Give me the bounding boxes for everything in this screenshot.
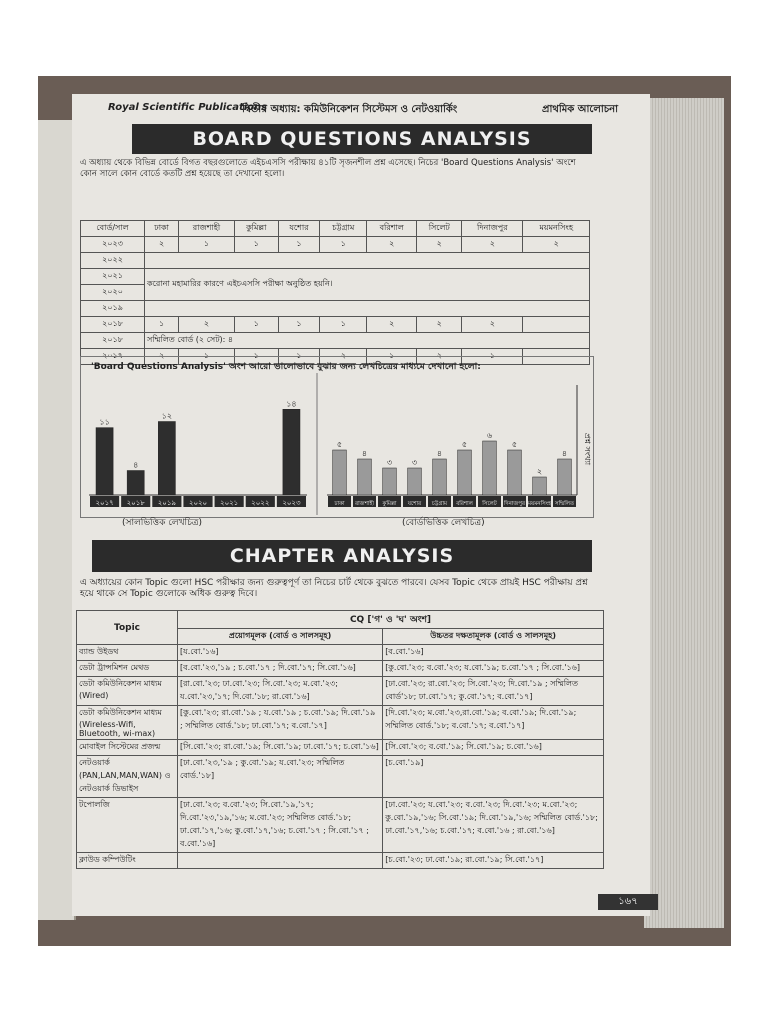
chart-section-title: 'Board Questions Analysis' অংশ আরো ভালোভাবে বুঝার জন্য লেখচিত্রের মাধ্যমে দেখানো হলো: [91,362,481,372]
higher-cell: [ঢা.বো.'২৩; রা.বো.'২৩; সি.বো.'২৩; দি.বো.'১৯ ; সম্মিলিত বোর্ড'১৮; ঢা.বো.'১৭; কু.বো.'১৭; ব.বো.'১৭] [383,677,604,706]
charts-svg [81,357,593,517]
topic-cell: ডেটা কমিউনিকেশন মাধ্যম (Wireless-Wifi, Bluetooth, wi-max) [77,706,178,740]
count-cell: ২ [523,237,590,253]
table-row [77,645,604,661]
table-row [77,706,604,740]
board-chart-data-label: ৬ [486,431,493,440]
board-header: চট্টগ্রাম [320,221,367,237]
table-row [81,253,590,269]
higher-cell: [কু.বো.'২৩; ব.বো.'২৩; য.বো.'১৯; চ.বো.'১৭ ; সি.বো.'১৬] [383,661,604,677]
applied-cell: [রা.বো.'২৩; ঢা.বো.'২৩; সি.বো.'২৩; ম.বো.'২৩; য.বো.'২৩,'১৭; দি.বো.'১৮; রা.বো.'১৬] [178,677,383,706]
applied-cell: [ঢা.বো.'২৩,'১৯ ; কু.বো.'১৯; য.বো.'২৩; সম্মিলিত বোর্ড.'১৮] [178,756,383,798]
year-cell: ২০২২ [81,253,145,269]
year-cell: ২০২০ [81,285,145,301]
year-cell: ২০১৭ [81,349,145,365]
board-chart-data-label: ৫ [511,440,518,449]
table-row [81,237,590,253]
count-cell: ১ [278,349,320,365]
higher-cell: [সি.বো.'২৩; ব.বো.'১৯; সি.বো.'১৯; চ.বো.'১৬] [383,740,604,756]
board-chart-tick-label: ঢাকা [334,501,345,507]
count-cell: ২ [320,349,367,365]
year-chart-tick-label: ২০২০ [188,499,208,507]
board-header: দিনাজপুর [462,221,523,237]
board-chart-tick-label: চট্টগ্রাম [431,501,448,507]
caption-year-chart: (সালভিত্তিক লেখচিত্র) [122,518,203,528]
caption-board-chart: (বোর্ডভিত্তিক লেখচিত্র) [402,518,485,528]
board-chart-tick-label: রাজশাহী [355,501,374,507]
board-header: বরিশাল [367,221,417,237]
higher-cell: [দি.বো.'২৩; ম.বো.'২৩,রা.বো.'১৯; ব.বো.'১৯; দি.বো.'১৯; সম্মিলিত বোর্ড.'১৮; ব.বো.'১৭; ব.বো.'১৭] [383,706,604,740]
year-chart-bar [283,409,300,495]
board-chart-data-label: ৩ [386,458,393,467]
year-chart-tick-label: ২০১৯ [157,499,176,507]
year-cell: ২০২৩ [81,237,145,253]
board-chart-tick-label: সিলেট [482,501,497,507]
y-axis-label: প্রশ্ন সংখ্যা [583,432,592,466]
topic-cell: ডেটা ট্রান্সমিশন মেথড [77,661,178,677]
table-row [81,269,590,285]
chapter-intro: এ অধ্যায়ের কোন Topic গুলো HSC পরীক্ষার জন্য গুরুত্বপূর্ণ তা নিচের চার্ট থেকে বুঝতে পারবে। যেসব Topic থেকে প্রায়ই HSC পরীক্ষায় প্রশ্ন হয়ে থাকে সে Topic গুলোকে অধিক গুরুত্ব দিবে। [80,578,588,599]
chapter-analysis-table [76,610,604,869]
topic-cell: ক্লাউড কম্পিউটিং [77,853,178,869]
board-chart-bar [358,459,372,495]
topic-header: Topic [77,611,178,645]
board-intro: এ অধ্যায় থেকে বিভিন্ন বোর্ডে বিগত বছরগুলোতে এইচএসসি পরীক্ষায় ৪১টি সৃজনশীল প্রশ্ন এসেছে। নিচের 'Board Questions Analysis' অংশে কোন সালে কোন বোর্ডে কতটি প্রশ্ন হয়েছে তা দেখানো হলো। [80,158,576,179]
board-header: সিলেট [417,221,462,237]
year-chart-tick-label: ২০২২ [251,499,270,507]
board-header: রাজশাহী [179,221,235,237]
topic-cell: নেটওয়ার্ক (PAN,LAN,MAN,WAN) ও নেটওয়ার্ক ডিভাইস [77,756,178,798]
board-chart-bar [433,459,447,495]
applied-cell: [য.বো.'১৬] [178,645,383,661]
page-stack-edge [644,98,724,928]
facing-page-edge [38,120,76,920]
applied-cell: [কু.বো.'২৩; রা.বো.'১৯ ; য.বো.'১৯ ; চ.বো.'১৯; দি.বো.'১৯ ; সম্মিলিত বোর্ড.'১৮; ঢা.বো.'১৭; ব.বো.'১৭] [178,706,383,740]
year-chart-tick-label: ২০২১ [220,499,239,507]
board-chart-tick-label: দিনাজপুর [503,501,526,507]
table-row [77,798,604,853]
count-cell: ১ [462,349,523,365]
board-chart-bar [383,468,397,495]
table-row [81,317,590,333]
board-chart-tick-label: যশোর [407,501,422,507]
year-chart-data-label: ১৪ [286,399,297,409]
higher-cell: [ঢা.বো.'২৩; য.বো.'২৩; ব.বো.'২৩; দি.বো.'২৩; ম.বো.'২৩; কু.বো.'১৯,'১৬; সি.বো.'১৯; দি.বো.'১৯,'১৬; সম্মিলিত বোর্ড.'১৮; ঢা.বো.'১৭,'১৬; চ.বো.'১৭; ব.বো.'১৬ ; রা.বো.'১৬] [383,798,604,853]
table-row [77,756,604,798]
empty-cell [145,253,590,269]
higher-cell: [চ.বো.'২৩; ঢা.বো.'১৯; রা.বো.'১৯; সি.বো.'১৭] [383,853,604,869]
count-cell: ২ [145,237,179,253]
running-head-publisher: Royal Scientific Publications [108,102,268,113]
count-cell: ১ [278,237,320,253]
board-chart-bar [533,477,547,495]
topic-cell: ডেটা কমিউনিকেশন মাধ্যম (Wired) [77,677,178,706]
year-chart-tick-label: ২০২৩ [282,499,301,507]
board-chart-data-label: ৪ [561,449,568,458]
topic-cell: ব্যান্ড উইডথ [77,645,178,661]
year-chart-data-label: ১২ [161,411,173,421]
board-chart-data-label: ৫ [461,440,468,449]
board-header: কুমিল্লা [234,221,278,237]
count-cell: ২ [417,317,462,333]
year-chart-bar [127,471,144,496]
note-cell: সম্মিলিত বোর্ড (২ সেট): ৪ [145,333,590,349]
count-cell: ২ [367,317,417,333]
topic-cell: টপোলজি [77,798,178,853]
year-chart-bar [158,422,175,496]
running-head-chapter: দ্বিতীয় অধ্যায়: কমিউনিকেশন সিস্টেমস ও নেটওয়ার্কিং [242,104,458,115]
table-row [77,740,604,756]
applied-cell: [সি.বো.'২৩; রা.বো.'১৯; সি.বো.'১৯; ঢা.বো.'১৭; চ.বো.'১৬] [178,740,383,756]
applied-cell: [ঢা.বো.'২৩; ব.বো.'২৩; সি.বো.'১৯,'১৭; দি.বো.'২৩,'১৯,'১৬; ম.বো.'২৩; সম্মিলিত বোর্ড.'১৮; ঢা.বো.'১৭,'১৬; কু.বো.'১৭,'১৬; চ.বো.'১৭ ; সি.বো.'১৭ ; ব.বো.'১৬] [178,798,383,853]
table-row [81,301,590,317]
board-chart-data-label: ৪ [436,449,443,458]
count-cell: ১ [145,317,179,333]
chapter-analysis-banner: CHAPTER ANALYSIS [92,540,592,572]
page-photo [38,76,731,946]
board-chart-tick-label: সম্মিলিত [554,501,575,507]
year-chart-data-label: ৪ [133,460,139,470]
count-cell: ২ [145,349,179,365]
board-chart-tick-label: বরিশাল [456,501,473,507]
year-chart-tick-label: ২০১৮ [126,499,145,507]
table-row [81,333,590,349]
board-analysis-banner: BOARD QUESTIONS ANALYSIS [132,124,592,154]
board-chart-data-label: ৩ [411,458,418,467]
year-chart-tick-label: ২০১৭ [95,499,114,507]
count-cell: ১ [278,317,320,333]
board-chart-bar [558,459,572,495]
count-cell: ১ [234,237,278,253]
count-cell: ১ [320,317,367,333]
count-cell [523,317,590,333]
board-chart-data-label: ৪ [361,449,368,458]
higher-cell: [ব.বো.'১৬] [383,645,604,661]
board-questions-table [80,220,590,365]
topic-cell: মোবাইল সিস্টেমের প্রজন্ম [77,740,178,756]
year-cell: ২০১৮ [81,333,145,349]
board-chart-data-label: ৫ [336,440,343,449]
count-cell: ২ [367,237,417,253]
applied-cell [178,853,383,869]
count-cell: ২ [462,317,523,333]
note-cell: করোনা মহামারির কারণে এইচএসসি পরীক্ষা অনুষ্ঠিত হয়নি। [145,269,590,301]
table-row [77,677,604,706]
higher-header: উচ্চতর দক্ষতামূলক (বোর্ড ও সালসমূহ) [383,629,604,645]
count-cell: ১ [234,317,278,333]
applied-cell: [ব.বো.'২৩,'১৯ ; চ.বো.'১৭ ; দি.বো.'১৭; সি.বো.'১৬] [178,661,383,677]
year-cell: ২০২১ [81,269,145,285]
book-page [72,94,650,916]
board-chart-bar [483,441,497,495]
year-chart-bar [96,428,113,495]
board-header: ঢাকা [145,221,179,237]
year-chart-data-label: ১১ [99,417,110,427]
board-chart-tick-label: কুমিল্লা [382,501,397,507]
count-cell: ১ [179,237,235,253]
page-number: ১৬৭ [598,894,658,910]
board-chart-bar [458,450,472,495]
board-header: যশোর [278,221,320,237]
applied-header: প্রয়োগমূলক (বোর্ড ও সালসমূহ) [178,629,383,645]
count-cell: ১ [320,237,367,253]
year-cell: ২০১৮ [81,317,145,333]
board-chart-bar [333,450,347,495]
count-cell: ২ [462,237,523,253]
cq-header: CQ ['গ' ও 'ঘ' অংশ] [178,611,604,629]
board-chart-bar [508,450,522,495]
running-head-section: প্রাথমিক আলোচনা [542,104,619,115]
count-cell: ২ [417,349,462,365]
table-row [77,661,604,677]
corner-header: বোর্ড/সাল [81,221,145,237]
higher-cell: [চ.বো.'১৯] [383,756,604,798]
board-chart-tick-label: ময়মনসিংহ [527,501,552,507]
count-cell: ১ [179,349,235,365]
board-header: ময়মনসিংহ [523,221,590,237]
year-cell: ২০১৯ [81,301,145,317]
table-row [77,853,604,869]
board-chart-data-label: ২ [536,467,543,476]
count-cell: ১ [234,349,278,365]
chart-box [80,356,594,518]
empty-cell [145,301,590,317]
board-chart-bar [408,468,422,495]
count-cell: ২ [417,237,462,253]
count-cell: ১ [367,349,417,365]
count-cell: ২ [179,317,235,333]
